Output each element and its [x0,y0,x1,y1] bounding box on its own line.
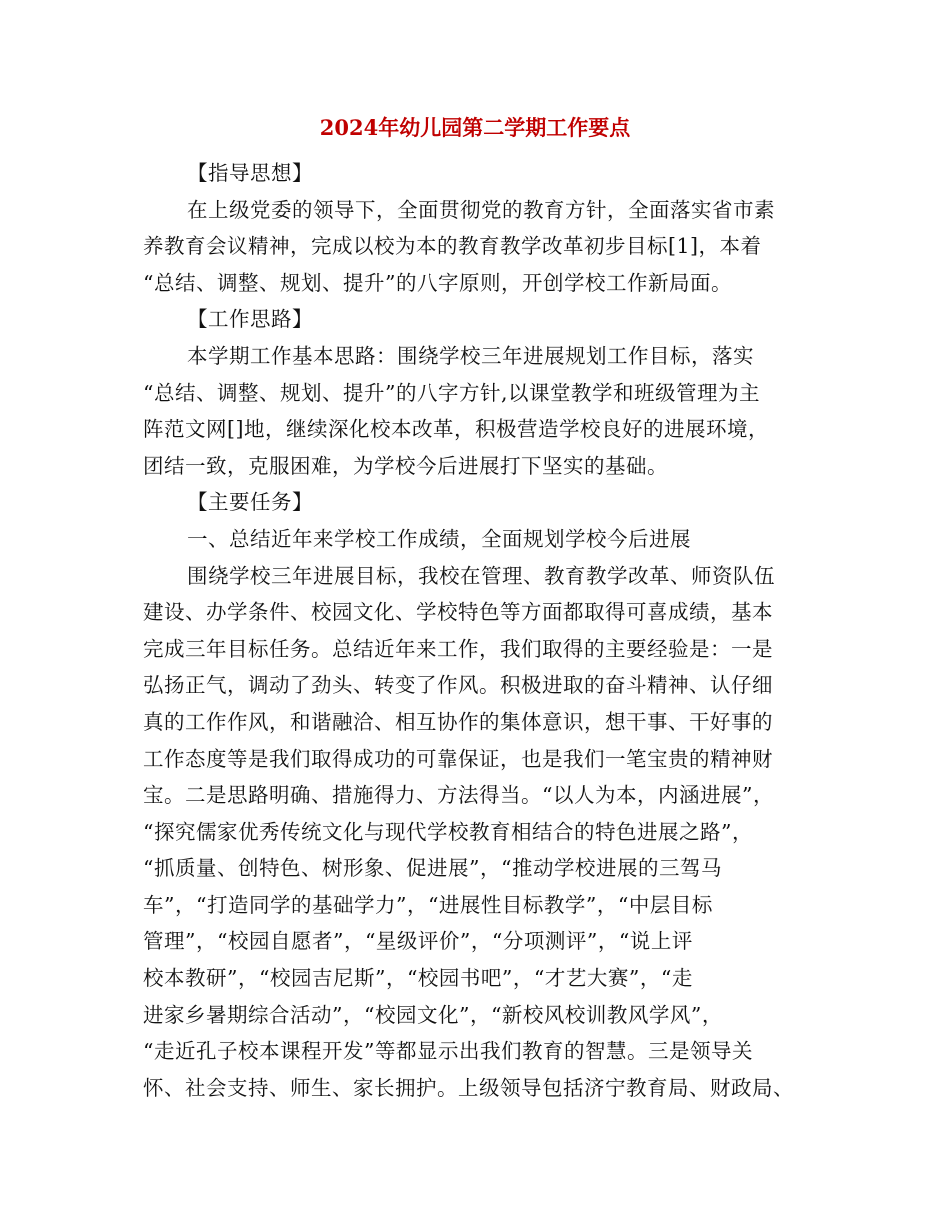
paragraph-line: 本学期工作基本思路：围绕学校三年进展规划工作目标，落实 [187,343,754,368]
paragraph-line: “探究儒家优秀传统文化与现代学校教育相结合的特色进展之路”， [143,819,753,844]
paragraph-line: 围绕学校三年进展目标，我校在管理、教育教学改革、师资队伍 [187,563,775,588]
paragraph-line: 团结一致，克服困难，为学校今后进展打下坚实的基础。 [143,453,668,478]
paragraph-line: 怀、社会支持、师生、家长拥护。上级领导包括济宁教育局、财政局、 [143,1075,794,1100]
paragraph-line: 养教育会议精神，完成以校为本的教育教学改革初步目标[1]，本着 [143,234,762,259]
paragraph-line: 校本教研”，“校园吉尼斯”，“校园书吧”，“才艺大赛”，“走 [143,966,693,991]
paragraph-line: 车”，“打造同学的基础学力”，“进展性目标教学”，“中层目标 [143,892,713,917]
paragraph-line: 阵范文网[]地，继续深化校本改革，积极营造学校良好的进展环境， [143,417,769,442]
paragraph-line: 工作态度等是我们取得成功的可靠保证，也是我们一笔宝贵的精神财 [143,746,773,771]
section-heading: 【工作思路】 [187,307,313,332]
paragraph-line: 一、总结近年来学校工作成绩，全面规划学校今后进展 [187,526,691,551]
section-heading: 【主要任务】 [187,490,313,515]
paragraph-line: 在上级党委的领导下，全面贯彻党的教育方针，全面落实省市素 [187,197,775,222]
paragraph-line: “总结、调整、规划、提升”的八字原则，开创学校工作新局面。 [143,270,732,295]
paragraph-line: 管理”，“校园自愿者”，“星级评价”，“分项测评”，“说上评 [143,929,693,954]
paragraph-line: 宝。二是思路明确、措施得力、方法得当。“以人为本，内涵进展”， [143,783,774,808]
paragraph-line: “总结、调整、规划、提升”的八字方针,以课堂教学和班级管理为主 [143,380,760,405]
paragraph-line: 完成三年目标任务。总结近年来工作，我们取得的主要经验是：一是 [143,636,773,661]
document-body [143,155,808,1106]
paragraph-line: 建设、办学条件、校园文化、学校特色等方面都取得可喜成绩，基本 [143,600,773,625]
section-heading: 【指导思想】 [187,161,313,185]
paragraph-line: 进家乡暑期综合活动”，“校园文化”，“新校风校训教风学风”， [143,1002,723,1027]
paragraph-line: 弘扬正气，调动了劲头、转变了作风。积极进取的奋斗精神、认仔细 [143,673,773,698]
paragraph-line: “抓质量、创特色、树形象、促进展”，“推动学校进展的三驾马 [143,856,722,881]
paragraph-line: “走近孔子校本课程开发”等都显示出我们教育的智慧。三是领导关 [143,1039,753,1064]
paragraph-line: 真的工作作风，和谐融洽、相互协作的集体意识，想干事、干好事的 [143,709,773,734]
document-title: 2024年幼儿园第二学期工作要点 [319,115,631,140]
